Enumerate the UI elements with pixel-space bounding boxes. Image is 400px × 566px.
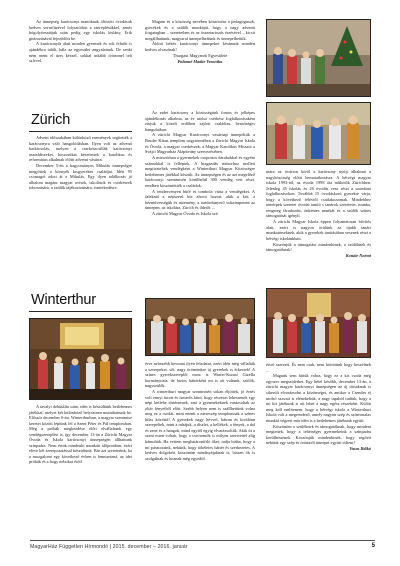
paragraph: December 5-én a hagyományos Mikulás ünnepségre megjöttek a környék kisgyerekes családjai. Idén 95 csomagot adott át a Mikulás. Egy ilyen találkozás jó alkalom magánr magyar ovisok, iskolások és cserkészek toborzására, a szülők tájékoztatására, ismerkedésre.: [29, 163, 132, 191]
column-2-main: [145, 110, 255, 217]
photo-children-costumes: [266, 102, 371, 165]
photo-nativity-altar: [29, 318, 132, 400]
footer-separator: |: [109, 544, 113, 550]
page-number: 5: [371, 543, 375, 549]
paragraph: A zürichi Magyar Óvoda és Iskola szé: [152, 211, 218, 217]
paragraph: A tavalyi debütálás után, idén is készültünk betlehemes játékkal, melyet két különböző helyszínen mutathattunk be. Először december 6-án, Winterthurban, a magyar szentmise keretei között léptünk fel a Szent Péter és Pál templomban. Még a próbák megkezdése előtt elvállaltunk egy vendégszereplést is, így december 13-án a Zürichi Magyar Óvoda és Iskola karácsonyi ünnepségén állhattunk színpadra. Nem értük mindenki munkáit időpontban, ezért eleve két szereposztással készültünk. Bár azt szeretnénk, ha a mozgalomt egy következő évben is fenntartaná, az idei próbák és a hogy nebokat érőd: [29, 404, 132, 465]
paragraph: A zürichi Magyar Karácsonyt vasárnap ünnepeltük a Bruder Klaus templom nagytermében a Zürichi Magyar Iskola és Óvoda, a magyar cserkészek, a Magyar Katolikus Misszió a Svájci Magyarház Alapítvány szervezésében.: [145, 132, 255, 155]
paragraph: Köszönjük a támogatást mindenkinek, a szülőknek és támogatóknak!: [266, 241, 371, 253]
author-signature: Paltomé Madár Veronika: [177, 58, 223, 64]
column-1-winterthur: [29, 404, 132, 465]
photo-christmas-tree-event: [266, 19, 371, 97]
paragraph: Az erdei karácsony a közösségünk fontos és jelképes ajándékozás alkalma, az év utolsó cserkész foglalkozásaként zárjuk a közeli erdőben zajlott családias, bensőséges hangulatban.: [145, 110, 255, 132]
footer-rule: [30, 540, 375, 541]
section-heading-winterthur: Winterthur: [31, 292, 96, 308]
paragraph: A karácsonyfa alatt minden gyermek és sok felnőtt is ajándékra talált, hála az egyesület angyalainak. De senki nem ment el üres kézzel, sokkal inkább örömmel teli szívvel.: [29, 41, 132, 64]
photo-nativity-children: [145, 298, 255, 356]
paragraph: A misszórban a gyermekek csoportos darabokkal és egyéni számokkal is felléptek. A bizgazdás műsorhoz mellett megtiszteltek vendégként a Winterthuri Magyar Közösségre betlehemes játékkal készült. Az ünnepségen és az azt megelőző karácsonyi szentmisén körülbelül 300 vendég vett részt, rendben köszöntötték a családok.: [145, 154, 255, 188]
column-3-zurich: [266, 169, 371, 259]
paragraph: Az ünnepség karácsonyi manóknak öltözött óvodások kedves versefüzével folytatódott a szereplésükkel, zenés hógolyóesatájuk után pedig egy iskolás kislány, Erik gitározásával fejeződött be.: [29, 19, 132, 41]
organization-name: Thurgaui Magyarok Egyesülete: [172, 52, 228, 58]
paragraph: ércet szerzett. És nem csak, nem kötöttünk hogy beszélnek ...: [266, 362, 371, 373]
paragraph: Magam és a közösség nevében köszönöm a pedagógusok, gyerekek és a szülők munkáját, hogy a nagy adventi forgatagban – szeretetben és az összetartozás érzésével – kicsit megállhattunk, magyarul ünnepelhettünk és ünnepelhettük.: [145, 19, 255, 41]
paragraph: A rendezvényen büfé és tombola várta a vendégeket. A falaknál a népszerű kör ahová hozott, akik a kör, a kézművességük és sütemény, a tombolanyerő vokaimpotent az ünnepen, az iskolára, Zürich és ihletőt ...: [145, 188, 255, 211]
paragraph: Köszönöm a szülőknek és támogatóknak, hogy mindent megtettek, hogy a tehetséges gyermekeink a színpadra kerülhessenek. Köszönjük mindenkinek, hogy segített nekünk egy szép és örömteli ünnepet együtt tölteni!: [266, 423, 371, 446]
author-signature: Kontár Noémi: [345, 253, 371, 259]
column-1-zurich: [29, 135, 132, 191]
paragraph: Áldott békés karácsonyi ünnepeket kívánunk minden kedves olvasónak!: [145, 41, 255, 53]
column-2-intro: [145, 19, 255, 65]
section-heading-zurich: Zürich: [31, 112, 71, 128]
paragraph: Advent időszakában különböző események segítették a karácsonyra való hangolódásban. Ilyen volt az adventi barkácsolás, melyen a cserkészcsillák karácsonyi asztaldíszeket, koszorúkat készítettek a katolikus és református alkalmak előtti adventi vásárra.: [29, 135, 132, 163]
paragraph: A zürichi Magyar Iskola éppen folyamatosan bővítés alatt, ezért is nagyon örülünk az újabb tanári munkatárseknek, akik a gyerekek tanításában vesznek részt a hétvégi iskolánkban.: [266, 219, 371, 241]
heading-rule: [29, 131, 132, 132]
paragraph: A winterthuri magyar szentmisén sokan éljöttek, jó érzés volt ennyi futott és ismerős látni, hogy részesei lehessenek egy népi betlehe történetnek, ami a gyermekeknek varázsoltak az oltár fényeiből előtt. Szebb helyen nem is szállhettünk volna meg ez a csodát, mint ennek a meseszép templomnak a színes hilas közöttű! A gyerekek nagy hévvel, bátran és kiválóan szerepeltek, mint a ruhájuk, a díszlet, a kellékek, a fények, a dal és zene és a hangok, mind egytől egyig elvarázsolták. Akik itt a szent esten voltak, hogy a csecsemők is milyen szeretettel alig bámulták. Ha vettem meghatárontfiló őket, tudja hiába, hogy a mi pásztoraink, nekünk, hogy tökéletes háttér és szerkezetes. A kedves dolgokért köszönöm mindnyájuknak is, hiszen ők is szolgálnak és hoznak még egyedül.: [145, 389, 255, 461]
page-footer: [30, 544, 375, 550]
heading-rule: [29, 311, 132, 312]
paragraph: érve nehezebb bevonni ilyen feladatra, ezért idén még vállalták a szerepeket, sőt, nagy örömünkre új gyerekek is érkeztek! A színes gyerekszereplőt most is Winter-Kurasi Gizella kormányozta, de biztos háttérként mi is ott voltunk, szülők, nagyszülők.: [145, 361, 255, 389]
column-2-winterthur: [145, 361, 255, 461]
publication-name: MagyarHáz Független Hírmondó: [30, 544, 109, 550]
author-signature: Vasas Ildikó: [349, 446, 371, 452]
photo-stage-performance: [266, 288, 371, 358]
column-1-intro: [29, 19, 132, 64]
column-3-winterthur: [266, 362, 371, 452]
paragraph: mára az óvárion kívül a karácsony nyújt alkalmat a nagyközösség előtti bemutatkozásra. A hétvégi magyar iskola 1993-tól, az óvoda 1998 óta működik Zürichben. Jelenleg 45 iskolás és 26 óvodás vesz részt a szombati foglalkozásokon. Továbbá 15 óvodáskorú gyerekre várja, hogy a következő félévtől csatlakozzanak. Mindehhez temérpek szeretet óvodai tanító s tanárok szeretetet, munka, rengeteg fáradozást, önkéntes munkát és a szülők színes támogatását igényli.: [266, 169, 371, 219]
paragraph: Magunk sem hittük volna, hogy ez a kis csoda még egyszer megszülethet. Egy hétel később, december 13-án, a zürichi magyar karácsonyi ünnepségen az új társaknak is sikerült elvarázsolni a közönséget, és amikor a Csendes éj utolsó szavait is elénekeltük, a nagy tapsból tudtuk, hogy a mi kis játékunk is ott lehet a nagy egész részeként. Külön meg kell említenem, hogy a hétvégi iskola a Winterthuri Iskola volt a megrendező, amely nagyon szép és színvonalas munkát végzett már idén is a betlehemes játékunk együtt.: [266, 373, 371, 423]
issue-date: 2015. december – 2016. január: [112, 544, 188, 550]
